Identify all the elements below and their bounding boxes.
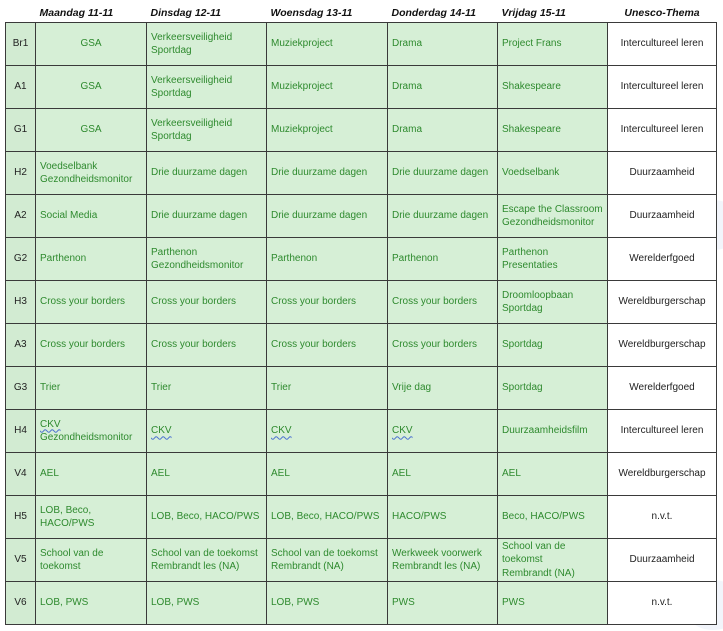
activity-cell <box>267 23 388 66</box>
activity-cell <box>36 453 147 496</box>
activity-text: Gezondheidsmonitor <box>151 260 244 271</box>
table-row <box>6 582 717 625</box>
theme-cell: Werelderfgoed <box>608 238 717 281</box>
theme-cell: Intercultureel leren <box>608 66 717 109</box>
activity-text: School van de <box>40 547 104 559</box>
activity-text: Drama <box>392 81 423 93</box>
activity-cell <box>498 66 608 109</box>
activity-text: Muziekproject <box>271 38 333 50</box>
activity-text: Rembrandt les (NA) <box>151 561 240 572</box>
activity-text: School van de toekomst <box>271 547 378 559</box>
activity-text: Rembrandt (NA) <box>502 567 575 579</box>
table-row <box>6 324 717 367</box>
activity-text: GSA <box>80 38 102 50</box>
activity-text: PWS <box>392 597 415 609</box>
class-label: H5 <box>6 496 36 539</box>
activity-cell <box>498 496 608 539</box>
table-row <box>6 367 717 410</box>
activity-text: CKV <box>151 425 172 437</box>
activity-cell <box>36 539 147 582</box>
class-label: G1 <box>6 109 36 152</box>
activity-cell <box>147 453 267 496</box>
activity-text: Cross your borders <box>271 339 357 351</box>
activity-cell <box>267 453 388 496</box>
theme-cell: Duurzaamheid <box>608 539 717 582</box>
theme-cell: Intercultureel leren <box>608 109 717 152</box>
activity-text: Shakespeare <box>502 124 561 136</box>
activity-text: Droomloopbaan <box>502 289 574 301</box>
activity-text: Rembrandt (NA) <box>271 561 344 572</box>
activity-text: Sportdag <box>502 339 543 351</box>
class-label: H2 <box>6 152 36 195</box>
class-label: G3 <box>6 367 36 410</box>
activity-text: Gezondheidsmonitor <box>502 217 595 228</box>
activity-cell <box>388 195 498 238</box>
class-label: H4 <box>6 410 36 453</box>
activity-cell <box>388 453 498 496</box>
activity-cell <box>388 23 498 66</box>
schedule-body <box>6 23 717 625</box>
activity-cell <box>36 66 147 109</box>
activity-text: GSA <box>80 124 102 136</box>
activity-cell <box>388 66 498 109</box>
activity-text: Project Frans <box>502 38 562 50</box>
activity-text: Cross your borders <box>151 296 237 308</box>
theme-cell: n.v.t. <box>608 496 717 539</box>
activity-cell <box>36 23 147 66</box>
activity-cell <box>388 367 498 410</box>
activity-text: Cross your borders <box>151 339 237 351</box>
day-header: Donderdag 14-11 <box>388 4 498 23</box>
activity-cell <box>388 281 498 324</box>
activity-cell <box>267 582 388 625</box>
activity-cell <box>388 238 498 281</box>
activity-cell <box>388 582 498 625</box>
activity-text: Parthenon <box>502 246 549 258</box>
table-row <box>6 109 717 152</box>
activity-text: toekomst <box>502 554 543 566</box>
activity-text: LOB, PWS <box>271 597 320 609</box>
activity-text: Cross your borders <box>40 296 126 308</box>
activity-cell <box>498 195 608 238</box>
activity-text: Voedselbank <box>502 167 560 179</box>
class-label: A3 <box>6 324 36 367</box>
activity-cell <box>388 539 498 582</box>
activity-text: Voedselbank <box>40 160 98 172</box>
activity-cell <box>147 66 267 109</box>
activity-cell <box>498 582 608 625</box>
activity-cell <box>498 281 608 324</box>
day-header: Maandag 11-11 <box>36 4 147 23</box>
activity-text: AEL <box>151 468 170 480</box>
activity-text: HACO/PWS <box>40 518 95 529</box>
activity-cell <box>267 367 388 410</box>
activity-text: School van de <box>502 540 566 552</box>
activity-cell <box>498 152 608 195</box>
activity-cell <box>498 367 608 410</box>
activity-text: Trier <box>40 382 61 394</box>
header-corner <box>6 4 36 23</box>
activity-cell <box>267 324 388 367</box>
activity-cell <box>147 109 267 152</box>
theme-cell: Intercultureel leren <box>608 410 717 453</box>
activity-text: Parthenon <box>392 253 439 265</box>
activity-cell <box>267 410 388 453</box>
activity-text: Drie duurzame dagen <box>392 210 489 222</box>
activity-cell <box>267 109 388 152</box>
theme-cell: Wereldburgerschap <box>608 281 717 324</box>
activity-cell <box>267 496 388 539</box>
activity-text: LOB, Beco, <box>40 504 92 516</box>
theme-header: Unesco-Thema <box>608 4 717 23</box>
activity-text: LOB, Beco, HACO/PWS <box>271 511 380 523</box>
activity-cell <box>147 23 267 66</box>
activity-cell <box>388 152 498 195</box>
activity-cell <box>267 195 388 238</box>
activity-cell <box>36 152 147 195</box>
activity-text: Sportdag <box>502 382 543 394</box>
day-header: Vrijdag 15-11 <box>498 4 608 23</box>
activity-cell <box>388 410 498 453</box>
activity-text: Presentaties <box>502 260 558 271</box>
table-row <box>6 496 717 539</box>
activity-text: Drie duurzame dagen <box>151 210 248 222</box>
activity-text: Verkeersveiligheid <box>151 31 233 43</box>
activity-text: Cross your borders <box>392 339 478 351</box>
activity-text: Gezondheidsmonitor <box>40 174 133 185</box>
table-row <box>6 152 717 195</box>
activity-text: Verkeersveiligheid <box>151 117 233 129</box>
theme-cell: n.v.t. <box>608 582 717 625</box>
activity-text: LOB, PWS <box>40 597 89 609</box>
activity-text: Muziekproject <box>271 81 333 93</box>
activity-cell <box>36 281 147 324</box>
table-row <box>6 23 717 66</box>
activity-cell <box>147 410 267 453</box>
activity-cell <box>147 281 267 324</box>
activity-text: Drie duurzame dagen <box>271 167 368 179</box>
activity-text: Parthenon <box>151 246 198 258</box>
activity-text: Sportdag <box>151 45 192 56</box>
activity-cell <box>36 582 147 625</box>
activity-text: Rembrandt les (NA) <box>392 561 481 572</box>
activity-cell <box>267 152 388 195</box>
activity-text: Drama <box>392 124 423 136</box>
activity-text: CKV <box>271 425 292 437</box>
theme-cell: Intercultureel leren <box>608 23 717 66</box>
activity-text: AEL <box>40 468 59 480</box>
activity-cell <box>36 109 147 152</box>
theme-cell: Duurzaamheid <box>608 195 717 238</box>
activity-text: Sportdag <box>151 88 192 99</box>
activity-cell <box>388 109 498 152</box>
activity-cell <box>498 23 608 66</box>
theme-cell: Duurzaamheid <box>608 152 717 195</box>
activity-text: Drie duurzame dagen <box>151 167 248 179</box>
class-label: H3 <box>6 281 36 324</box>
activity-text: Sportdag <box>151 131 192 142</box>
activity-cell <box>147 195 267 238</box>
activity-cell <box>498 453 608 496</box>
activity-text: toekomst <box>40 561 81 572</box>
activity-text: CKV <box>392 425 413 437</box>
table-row <box>6 453 717 496</box>
table-row <box>6 195 717 238</box>
activity-cell <box>147 367 267 410</box>
activity-text: Verkeersveiligheid <box>151 74 233 86</box>
table-row <box>6 281 717 324</box>
activity-cell <box>498 238 608 281</box>
day-header: Woensdag 13-11 <box>267 4 388 23</box>
table-row <box>6 539 717 582</box>
activity-text: Gezondheidsmonitor <box>40 432 133 443</box>
class-label: Br1 <box>6 23 36 66</box>
activity-cell <box>267 539 388 582</box>
schedule-table <box>5 4 717 625</box>
activity-text: Cross your borders <box>271 296 357 308</box>
activity-cell <box>267 238 388 281</box>
activity-cell <box>36 367 147 410</box>
class-label: V4 <box>6 453 36 496</box>
activity-text: CKV <box>40 418 61 430</box>
table-row <box>6 410 717 453</box>
activity-text: Trier <box>271 382 292 394</box>
activity-cell <box>388 324 498 367</box>
activity-text: Drie duurzame dagen <box>392 167 489 179</box>
theme-cell: Wereldburgerschap <box>608 453 717 496</box>
activity-text: Muziekproject <box>271 124 333 136</box>
activity-text: LOB, Beco, HACO/PWS <box>151 511 260 523</box>
activity-text: Cross your borders <box>392 296 478 308</box>
activity-text: Duurzaamheidsfilm <box>502 425 588 437</box>
activity-text: Parthenon <box>271 253 318 265</box>
activity-text: Drama <box>392 38 423 50</box>
activity-cell <box>498 410 608 453</box>
activity-text: Drie duurzame dagen <box>271 210 368 222</box>
activity-cell <box>498 539 608 582</box>
activity-text: Parthenon <box>40 253 87 265</box>
class-label: A1 <box>6 66 36 109</box>
activity-cell <box>147 582 267 625</box>
class-label: V5 <box>6 539 36 582</box>
activity-text: Social Media <box>40 210 98 222</box>
activity-cell <box>388 496 498 539</box>
activity-cell <box>36 410 147 453</box>
activity-cell <box>267 281 388 324</box>
table-row <box>6 238 717 281</box>
activity-text: LOB, PWS <box>151 597 200 609</box>
theme-cell: Wereldburgerschap <box>608 324 717 367</box>
activity-cell <box>147 238 267 281</box>
class-label: G2 <box>6 238 36 281</box>
activity-cell <box>147 152 267 195</box>
activity-cell <box>147 324 267 367</box>
day-header: Dinsdag 12-11 <box>147 4 267 23</box>
activity-cell <box>36 496 147 539</box>
activity-text: GSA <box>80 81 102 93</box>
activity-cell <box>498 324 608 367</box>
activity-text: Sportdag <box>502 303 543 314</box>
activity-text: School van de toekomst <box>151 547 258 559</box>
class-label: V6 <box>6 582 36 625</box>
activity-cell <box>36 195 147 238</box>
activity-cell <box>498 109 608 152</box>
activity-text: AEL <box>271 468 290 480</box>
activity-text: Beco, HACO/PWS <box>502 511 585 523</box>
activity-text: Trier <box>151 382 172 394</box>
activity-cell <box>36 324 147 367</box>
header-row <box>6 4 717 23</box>
activity-text: Shakespeare <box>502 81 561 93</box>
table-row <box>6 66 717 109</box>
activity-cell <box>147 539 267 582</box>
activity-cell <box>36 238 147 281</box>
activity-text: AEL <box>392 468 411 480</box>
schedule-sheet <box>5 4 717 625</box>
activity-text: HACO/PWS <box>392 511 447 523</box>
activity-text: Escape the Classroom <box>502 203 603 215</box>
theme-cell: Werelderfgoed <box>608 367 717 410</box>
activity-text: Vrije dag <box>392 382 432 394</box>
activity-text: AEL <box>502 468 521 480</box>
activity-cell <box>147 496 267 539</box>
activity-text: Werkweek voorwerk <box>392 547 482 559</box>
activity-text: PWS <box>502 597 525 609</box>
activity-text: Cross your borders <box>40 339 126 351</box>
activity-cell <box>267 66 388 109</box>
class-label: A2 <box>6 195 36 238</box>
